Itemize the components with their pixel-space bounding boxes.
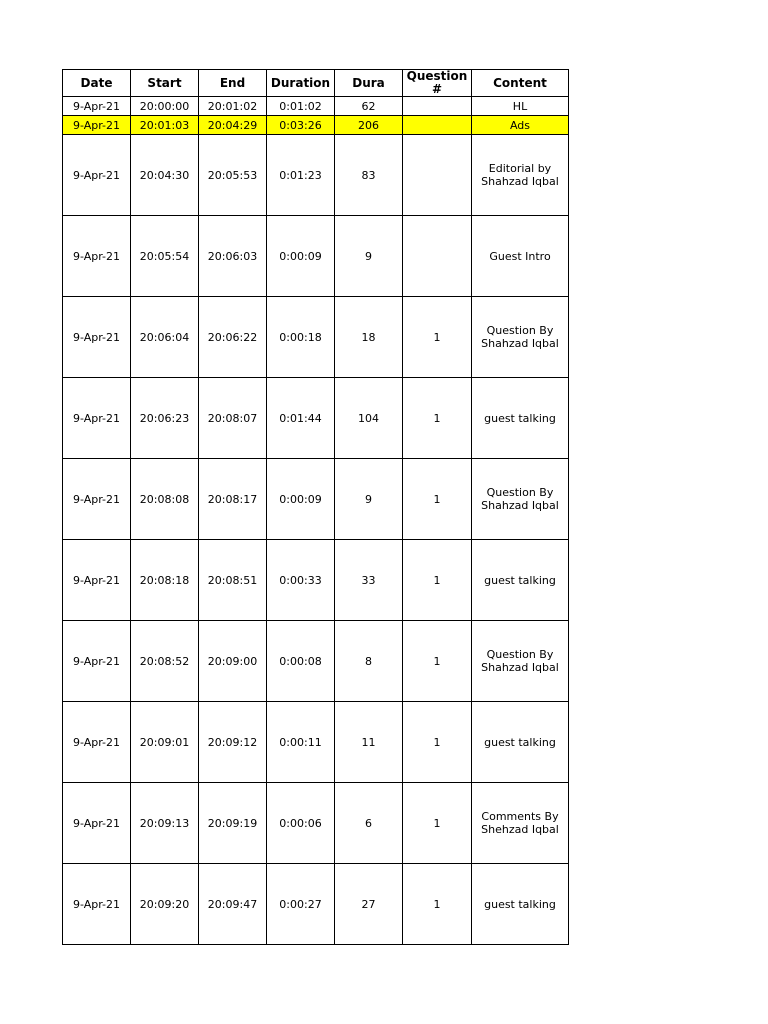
cell-start: 20:04:30 (131, 135, 199, 216)
header-duration: Duration (267, 70, 335, 97)
table-row (63, 621, 569, 702)
cell-start: 20:06:23 (131, 378, 199, 459)
cell-date: 9-Apr-21 (63, 135, 131, 216)
cell-content: guest talking (472, 378, 569, 459)
cell-content: HL (472, 97, 569, 116)
cell-question (403, 135, 472, 216)
cell-question: 1 (403, 378, 472, 459)
header-content: Content (472, 70, 569, 97)
cell-end: 20:08:51 (199, 540, 267, 621)
header-row (63, 70, 569, 97)
cell-duration: 0:01:44 (267, 378, 335, 459)
cell-dura: 83 (335, 135, 403, 216)
cell-start: 20:09:20 (131, 864, 199, 945)
cell-dura: 206 (335, 116, 403, 135)
cell-question: 1 (403, 297, 472, 378)
cell-question (403, 216, 472, 297)
table-row (63, 216, 569, 297)
cell-content: Question By Shahzad Iqbal (472, 459, 569, 540)
cell-duration: 0:00:08 (267, 621, 335, 702)
table-row (63, 135, 569, 216)
table-row (63, 459, 569, 540)
cell-dura: 33 (335, 540, 403, 621)
cell-question: 1 (403, 702, 472, 783)
table-row (63, 702, 569, 783)
cell-content: Editorial by Shahzad Iqbal (472, 135, 569, 216)
cell-question: 1 (403, 621, 472, 702)
cell-start: 20:09:13 (131, 783, 199, 864)
table-row (63, 97, 569, 116)
cell-question: 1 (403, 459, 472, 540)
cell-dura: 18 (335, 297, 403, 378)
cell-dura: 11 (335, 702, 403, 783)
cell-question (403, 116, 472, 135)
header-dura: Dura (335, 70, 403, 97)
cell-duration: 0:00:06 (267, 783, 335, 864)
cell-date: 9-Apr-21 (63, 216, 131, 297)
cell-duration: 0:01:02 (267, 97, 335, 116)
cell-question: 1 (403, 864, 472, 945)
cell-dura: 9 (335, 216, 403, 297)
table-header (63, 70, 569, 97)
cell-start: 20:01:03 (131, 116, 199, 135)
cell-end: 20:06:03 (199, 216, 267, 297)
cell-content: Comments By Shehzad Iqbal (472, 783, 569, 864)
cell-start: 20:06:04 (131, 297, 199, 378)
cell-date: 9-Apr-21 (63, 97, 131, 116)
cell-dura: 104 (335, 378, 403, 459)
cell-end: 20:06:22 (199, 297, 267, 378)
cell-duration: 0:00:33 (267, 540, 335, 621)
cell-date: 9-Apr-21 (63, 621, 131, 702)
cell-question: 1 (403, 540, 472, 621)
cell-duration: 0:00:09 (267, 459, 335, 540)
cell-date: 9-Apr-21 (63, 116, 131, 135)
header-question: Question # (403, 70, 472, 97)
cell-question (403, 97, 472, 116)
cell-duration: 0:00:27 (267, 864, 335, 945)
cell-date: 9-Apr-21 (63, 702, 131, 783)
cell-date: 9-Apr-21 (63, 540, 131, 621)
cell-end: 20:04:29 (199, 116, 267, 135)
cell-start: 20:09:01 (131, 702, 199, 783)
cell-date: 9-Apr-21 (63, 864, 131, 945)
cell-dura: 8 (335, 621, 403, 702)
cell-start: 20:05:54 (131, 216, 199, 297)
cell-duration: 0:00:09 (267, 216, 335, 297)
cell-content: guest talking (472, 864, 569, 945)
cell-duration: 0:00:18 (267, 297, 335, 378)
table-row (63, 297, 569, 378)
cell-end: 20:09:47 (199, 864, 267, 945)
cell-start: 20:08:52 (131, 621, 199, 702)
cell-duration: 0:03:26 (267, 116, 335, 135)
cell-dura: 27 (335, 864, 403, 945)
cell-content: Ads (472, 116, 569, 135)
table-row (63, 540, 569, 621)
table-body (63, 97, 569, 945)
cell-dura: 9 (335, 459, 403, 540)
cell-start: 20:00:00 (131, 97, 199, 116)
header-date: Date (63, 70, 131, 97)
cell-end: 20:09:00 (199, 621, 267, 702)
cell-content: Guest Intro (472, 216, 569, 297)
cell-start: 20:08:08 (131, 459, 199, 540)
table-row (63, 864, 569, 945)
cell-end: 20:08:07 (199, 378, 267, 459)
cell-date: 9-Apr-21 (63, 297, 131, 378)
cell-question: 1 (403, 783, 472, 864)
cell-date: 9-Apr-21 (63, 459, 131, 540)
cell-end: 20:05:53 (199, 135, 267, 216)
cell-duration: 0:01:23 (267, 135, 335, 216)
cell-date: 9-Apr-21 (63, 783, 131, 864)
schedule-table (62, 69, 569, 945)
cell-start: 20:08:18 (131, 540, 199, 621)
cell-end: 20:01:02 (199, 97, 267, 116)
cell-content: Question By Shahzad Iqbal (472, 621, 569, 702)
cell-date: 9-Apr-21 (63, 378, 131, 459)
table-row (63, 116, 569, 135)
cell-end: 20:08:17 (199, 459, 267, 540)
cell-end: 20:09:19 (199, 783, 267, 864)
cell-dura: 6 (335, 783, 403, 864)
cell-end: 20:09:12 (199, 702, 267, 783)
table-row (63, 378, 569, 459)
cell-content: guest talking (472, 540, 569, 621)
table-row (63, 783, 569, 864)
header-start: Start (131, 70, 199, 97)
cell-dura: 62 (335, 97, 403, 116)
cell-content: guest talking (472, 702, 569, 783)
header-end: End (199, 70, 267, 97)
cell-duration: 0:00:11 (267, 702, 335, 783)
cell-content: Question By Shahzad Iqbal (472, 297, 569, 378)
